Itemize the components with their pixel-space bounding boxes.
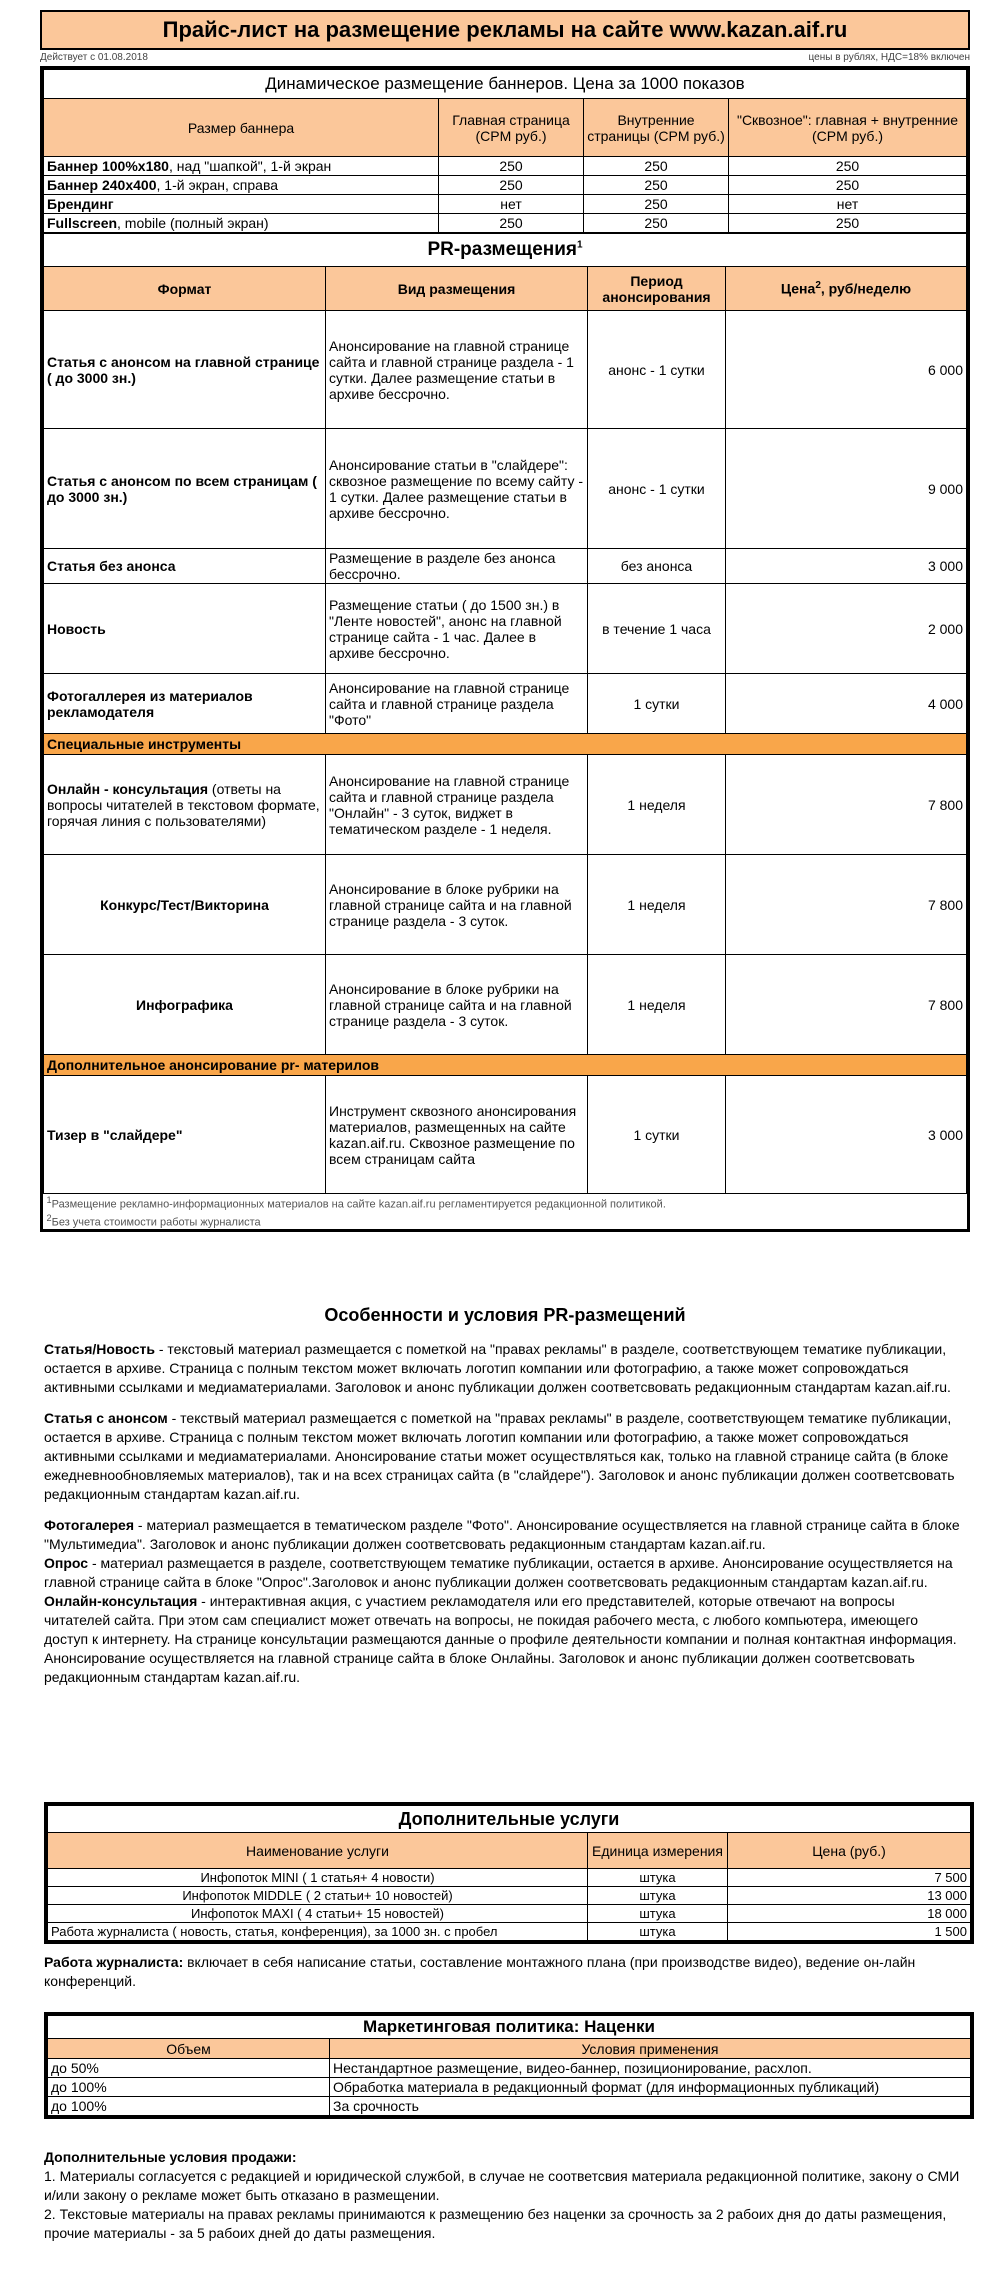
banners-pr-box: [40, 66, 970, 1232]
service-rows: [48, 1869, 971, 1941]
banner-size: Fullscreen, mobile (полный экран): [44, 214, 439, 233]
pr-placement: Анонсирование статьи в "слайдере": сквозное размещение по всему сайту - 1 сутки. Далее размещение статьи в архиве бессрочно.: [326, 429, 588, 549]
service-unit: штука: [588, 1905, 728, 1923]
banner-through-price: 250: [729, 214, 967, 233]
banner-main-price: 250: [439, 157, 584, 176]
markup-volume: до 100%: [48, 2078, 330, 2097]
banners-col-inner: Внутренние страницы (CPM руб.): [584, 99, 729, 157]
journalist-note: Работа журналиста: включает в себя написание статьи, составление монтажного плана (при производстве видео), ведение он-лайн конференций.: [44, 1954, 916, 1989]
banner-inner-price: 250: [584, 176, 729, 195]
pr-placement: Размещение в разделе без анонса бессрочно.: [326, 549, 588, 584]
banner-row: [44, 195, 967, 214]
banner-through-price: 250: [729, 157, 967, 176]
services-box: [44, 1802, 974, 1944]
special-row: [44, 955, 967, 1055]
service-unit: штука: [588, 1887, 728, 1905]
services-col-price: Цена (руб.): [728, 1833, 971, 1869]
markup-row: [48, 2097, 971, 2116]
pr-price: 6 000: [726, 311, 967, 429]
service-price: 1 500: [728, 1923, 971, 1941]
special-format: Инфографика: [44, 955, 326, 1055]
markup-row: [48, 2059, 971, 2078]
extra-period: 1 сутки: [588, 1076, 726, 1194]
special-title: Специальные инструменты: [44, 734, 967, 755]
service-name: Инфопоток MINI ( 1 статья+ 4 новости): [48, 1869, 588, 1887]
valid-from: Действует с 01.08.2018: [40, 52, 148, 63]
pr-placement: Анонсирование на главной странице сайта и главной странице раздела "Фото": [326, 674, 588, 734]
pr-col-placement: Вид размещения: [326, 267, 588, 311]
meta-row: [40, 50, 970, 66]
page-title: Прайс-лист на размещение рекламы на сайте www.kazan.aif.ru: [40, 10, 970, 50]
markup-col-condition: Условия применения: [330, 2039, 971, 2059]
feature-item: Онлайн-консультация - интерактивная акция, с участием рекламодателя или его представителей, которые отвечают на вопросы читателей сайта. При этом сам специалист может отвечать на вопросы, не покидая рабочего места, с любого компьютера, имеющего доступ к интернету. На странице консультации размещаются данные о профиле деятельности компании и полная контактная информация. Анонсирование осуществляется на главной странице сайта в блоке Онлайны. Заголовок и анонс публикации должен соответсвовать редакционным стандартам kazan.aif.ru.: [44, 1593, 957, 1685]
service-name: Инфопоток MIDDLE ( 2 статьи+ 10 новостей): [48, 1887, 588, 1905]
service-row: [48, 1887, 971, 1905]
banner-main-price: 250: [439, 214, 584, 233]
extra-rows: [44, 1076, 967, 1194]
markup-title: Маркетинговая политика: Наценки: [48, 2016, 971, 2039]
extra-format: Тизер в "слайдере": [44, 1076, 326, 1194]
banners-col-main: Главная страница (CPM руб.): [439, 99, 584, 157]
banner-row: [44, 214, 967, 233]
special-format: Конкурс/Тест/Викторина: [44, 855, 326, 955]
banner-inner-price: 250: [584, 157, 729, 176]
special-row: [44, 755, 967, 855]
service-row: [48, 1905, 971, 1923]
special-price: 7 800: [726, 755, 967, 855]
markup-condition: Нестандартное размещение, видео-баннер, позиционирование, расхлоп.: [330, 2059, 971, 2078]
pr-row: [44, 584, 967, 674]
services-col-unit: Единица измерения: [588, 1833, 728, 1869]
banner-size: Брендинг: [44, 195, 439, 214]
feature-item: Опрос - материал размещается в разделе, соответствующем тематике публикации, остается в архиве. Анонсирование осуществляется на главной странице сайта в блоке "Опрос".Заголовок и анонс публикации должен соответсвовать редакционным стандартам kazan.aif.ru.: [44, 1555, 953, 1590]
service-unit: штука: [588, 1923, 728, 1941]
markup-condition: Обработка материала в редакционный формат (для информационных публикаций): [330, 2078, 971, 2097]
markup-row: [48, 2078, 971, 2097]
special-period: 1 неделя: [588, 755, 726, 855]
banners-title: Динамическое размещение баннеров. Цена за 1000 показов: [44, 70, 967, 99]
markup-volume: до 50%: [48, 2059, 330, 2078]
banner-through-price: 250: [729, 176, 967, 195]
pr-period: анонс - 1 сутки: [588, 429, 726, 549]
pr-format: Статья с анонсом по всем страницам ( до 3000 зн.): [44, 429, 326, 549]
special-placement: Анонсирование в блоке рубрики на главной странице сайта и на главной странице раздела - 3 суток.: [326, 855, 588, 955]
markup-table: [47, 2015, 971, 2116]
features-title: Особенности и условия PR-размещений: [324, 1305, 686, 1325]
special-row: [44, 855, 967, 955]
pr-table: [43, 233, 967, 1229]
markup-condition: За срочность: [330, 2097, 971, 2116]
pr-placement: Анонсирование на главной странице сайта и главной странице раздела - 1 сутки. Далее размещение статьи в архиве бессрочно.: [326, 311, 588, 429]
pr-format: Новость: [44, 584, 326, 674]
feature-item: Фотогалерея - материал размещается в тематическом разделе "Фото". Анонсирование осуществляется на главной странице сайта в блоке "Мультимедиа". Заголовок и анонс публикации должен соответсвовать редакционным стандартам kazan.aif.ru.: [44, 1517, 960, 1552]
pr-rows: [44, 311, 967, 734]
special-price: 7 800: [726, 955, 967, 1055]
markup-rows: [48, 2059, 971, 2116]
special-period: 1 неделя: [588, 955, 726, 1055]
banner-main-price: нет: [439, 195, 584, 214]
banner-row: [44, 176, 967, 195]
banner-row: [44, 157, 967, 176]
pr-title: PR-размещения$^1$: [44, 234, 967, 267]
feature-item: Статья с анонсом - текствый материал размещается с пометкой на "правах рекламы" в разделе, соответствующем тематике публикации, остается в архиве. Страница с полным текстом может включать логотип компании или фотографию, а также может сопровождаться активными ссылками и медиаматериалами. Анонсирование статьи может осуществляться как, только на главной странице сайта (в блоке ежедневнообновляемых материалов), так и на всех страницах сайта (в "слайдере"). Заголовок и анонс публикации должен соответсвовать редакционным стандартам kazan.aif.ru.: [44, 1410, 955, 1502]
services-col-name: Наименование услуги: [48, 1833, 588, 1869]
extra-price: 3 000: [726, 1076, 967, 1194]
pr-row: [44, 311, 967, 429]
special-placement: Анонсирование в блоке рубрики на главной странице сайта и на главной странице раздела - 3 суток.: [326, 955, 588, 1055]
pr-price: 9 000: [726, 429, 967, 549]
pr-format: Фотогаллерея из материалов рекламодателя: [44, 674, 326, 734]
pr-col-price: Цена$^2$, руб/неделю: [726, 267, 967, 311]
condition-item: 1. Материалы согласуется с редакцией и юридической службой, в случае не соответсвия материала редакционной политике, закону о СМИ и/или закону о рекламе может быть отказано в размещении.: [44, 2168, 960, 2203]
special-period: 1 неделя: [588, 855, 726, 955]
currency-note: цены в рублях, НДС=18% включен: [808, 52, 970, 63]
extra-placement: Инструмент сквозного анонсирования материалов, размещенных на сайте kazan.aif.ru. Сквозное размещение по всем страницам сайта: [326, 1076, 588, 1194]
pr-period: анонс - 1 сутки: [588, 311, 726, 429]
footnote-2: $^2$Без учета стоимости работы журналиста: [46, 1212, 261, 1229]
service-name: Инфопоток MAXI ( 4 статьи+ 15 новостей): [48, 1905, 588, 1923]
services-title: Дополнительные услуги: [48, 1806, 971, 1833]
special-rows: [44, 755, 967, 1055]
banner-size: Баннер 240x400, 1-й экран, справа: [44, 176, 439, 195]
banner-rows: [44, 157, 967, 233]
banners-col-size: Размер баннера: [44, 99, 439, 157]
pr-price: 3 000: [726, 549, 967, 584]
pr-price: 2 000: [726, 584, 967, 674]
pr-format: Статья с анонсом на главной странице ( до 3000 зн.): [44, 311, 326, 429]
special-price: 7 800: [726, 855, 967, 955]
price-list: [40, 10, 970, 1232]
pr-period: без анонса: [588, 549, 726, 584]
service-row: [48, 1923, 971, 1941]
footnote-1: $^1$Размещение рекламно-информационных материалов на сайте kazan.aif.ru регламентируется редакционной политикой.: [46, 1195, 666, 1211]
banners-table: [43, 69, 967, 233]
pr-format: Статья без анонса: [44, 549, 326, 584]
pr-col-period: Период анонсирования: [588, 267, 726, 311]
feature-item: Статья/Новость - текстовый материал размещается с пометкой на "правах рекламы" в разделе, соответствующем тематике публикации, остается в архиве. Страница с полным текстом может включать логотип компании или фотографию, а также может сопровождаться активными ссылками и медиаматериалами. Заголовок и анонс публикации должен соответсвовать редакционным стандартам kazan.aif.ru.: [44, 1341, 951, 1395]
special-placement: Анонсирование на главной странице сайта и главной странице раздела "Онлайн" - 3 суток, виджет в тематическом разделе - 1 неделя.: [326, 755, 588, 855]
banner-through-price: нет: [729, 195, 967, 214]
markup-col-volume: Объем: [48, 2039, 330, 2059]
pr-row: [44, 429, 967, 549]
service-unit: штука: [588, 1869, 728, 1887]
extra-row: [44, 1076, 967, 1194]
services-table: [47, 1805, 971, 1941]
banner-inner-price: 250: [584, 195, 729, 214]
service-row: [48, 1869, 971, 1887]
markup-box: [44, 2012, 974, 2119]
banners-col-through: "Сквозное": главная + внутренние (CPM руб.): [729, 99, 967, 157]
condition-item: 2. Текстовые материалы на правах рекламы принимаются к размещению без наценки за срочность за 2 рабоих дня до даты размещения, прочие материалы - за 5 рабоих дней до даты размещения.: [44, 2206, 947, 2241]
extra-title: Дополнительное анонсирование pr- материлов: [44, 1055, 967, 1076]
pr-period: 1 сутки: [588, 674, 726, 734]
sale-conditions-items: [44, 2167, 964, 2243]
special-format: Онлайн - консультация (ответы на вопросы читателей в текстовом формате, горячая линия с пользователями): [44, 755, 326, 855]
banner-size: Баннер 100%x180, над "шапкой", 1-й экран: [44, 157, 439, 176]
pr-row: [44, 674, 967, 734]
pr-period: в течение 1 часа: [588, 584, 726, 674]
markup-volume: до 100%: [48, 2097, 330, 2116]
sale-conditions: [44, 2148, 964, 2243]
pr-placement: Размещение статьи ( до 1500 зн.) в "Ленте новостей", анонс на главной странице сайта - 1 час. Далее в архиве бессрочно.: [326, 584, 588, 674]
pr-row: [44, 549, 967, 584]
pr-price: 4 000: [726, 674, 967, 734]
service-price: 13 000: [728, 1887, 971, 1905]
banner-inner-price: 250: [584, 214, 729, 233]
sale-conditions-title: Дополнительные условия продажи:: [44, 2149, 297, 2165]
pr-col-format: Формат: [44, 267, 326, 311]
service-name: Работа журналиста ( новость, статья, конференция), за 1000 зн. с пробел: [48, 1923, 588, 1941]
features-text: [44, 1340, 964, 1699]
banner-main-price: 250: [439, 176, 584, 195]
service-price: 18 000: [728, 1905, 971, 1923]
service-price: 7 500: [728, 1869, 971, 1887]
